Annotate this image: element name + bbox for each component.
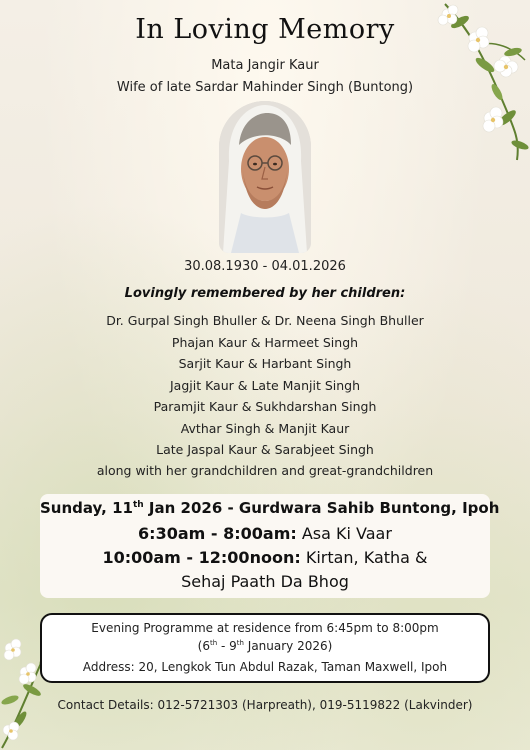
- list-item: Paramjit Kaur & Sukhdarshan Singh: [153, 399, 377, 414]
- service-details-box: [40, 494, 500, 598]
- page-title: In Loving Memory: [135, 14, 395, 45]
- portrait-photo: [219, 101, 311, 253]
- service-date-venue: Sunday, 11th Jan 2026 - Gurdwara Sahib Buntong, Ipoh: [40, 499, 500, 517]
- children-list: [0, 310, 530, 461]
- evening-programme-box: [40, 613, 490, 683]
- list-item: Jagjit Kaur & Late Manjit Singh: [169, 377, 361, 393]
- spouse-line: Wife of late Sardar Mahinder Singh (Buntong): [116, 80, 414, 95]
- service-slot-1: 6:30am - 8:00am: Asa Ki Vaar: [138, 524, 392, 543]
- deceased-name: Mata Jangir Kaur: [211, 58, 319, 73]
- list-item: Late Jaspal Kaur & Sarabjeet Singh: [156, 442, 374, 457]
- service-slot-2-cont: Sehaj Paath Da Bhog: [181, 572, 349, 591]
- list-item: Sarjit Kaur & Harbant Singh: [178, 356, 352, 371]
- evening-programme-time: Evening Programme at residence from 6:45pm to 8:00pm: [91, 621, 439, 635]
- list-item: Avthar Singh & Manjit Kaur: [180, 420, 350, 436]
- grandchildren-line: along with her grandchildren and great-grandchildren: [96, 463, 434, 478]
- evening-programme-dates: (6th - 9th January 2026): [197, 639, 333, 653]
- contact-details: Contact Details: 012-5721303 (Harpreath), 019-5119822 (Lakvinder): [57, 698, 473, 712]
- list-item: Dr. Gurpal Singh Bhuller & Dr. Neena Singh Bhuller: [106, 313, 424, 328]
- remembered-heading: Lovingly remembered by her children:: [124, 286, 406, 301]
- service-slot-2: 10:00am - 12:00noon: Kirtan, Katha &: [102, 548, 428, 567]
- life-dates: 30.08.1930 - 04.01.2026: [184, 259, 346, 274]
- residence-address: Address: 20, Lengkok Tun Abdul Razak, Taman Maxwell, Ipoh: [82, 660, 448, 674]
- list-item: Phajan Kaur & Harmeet Singh: [171, 334, 359, 350]
